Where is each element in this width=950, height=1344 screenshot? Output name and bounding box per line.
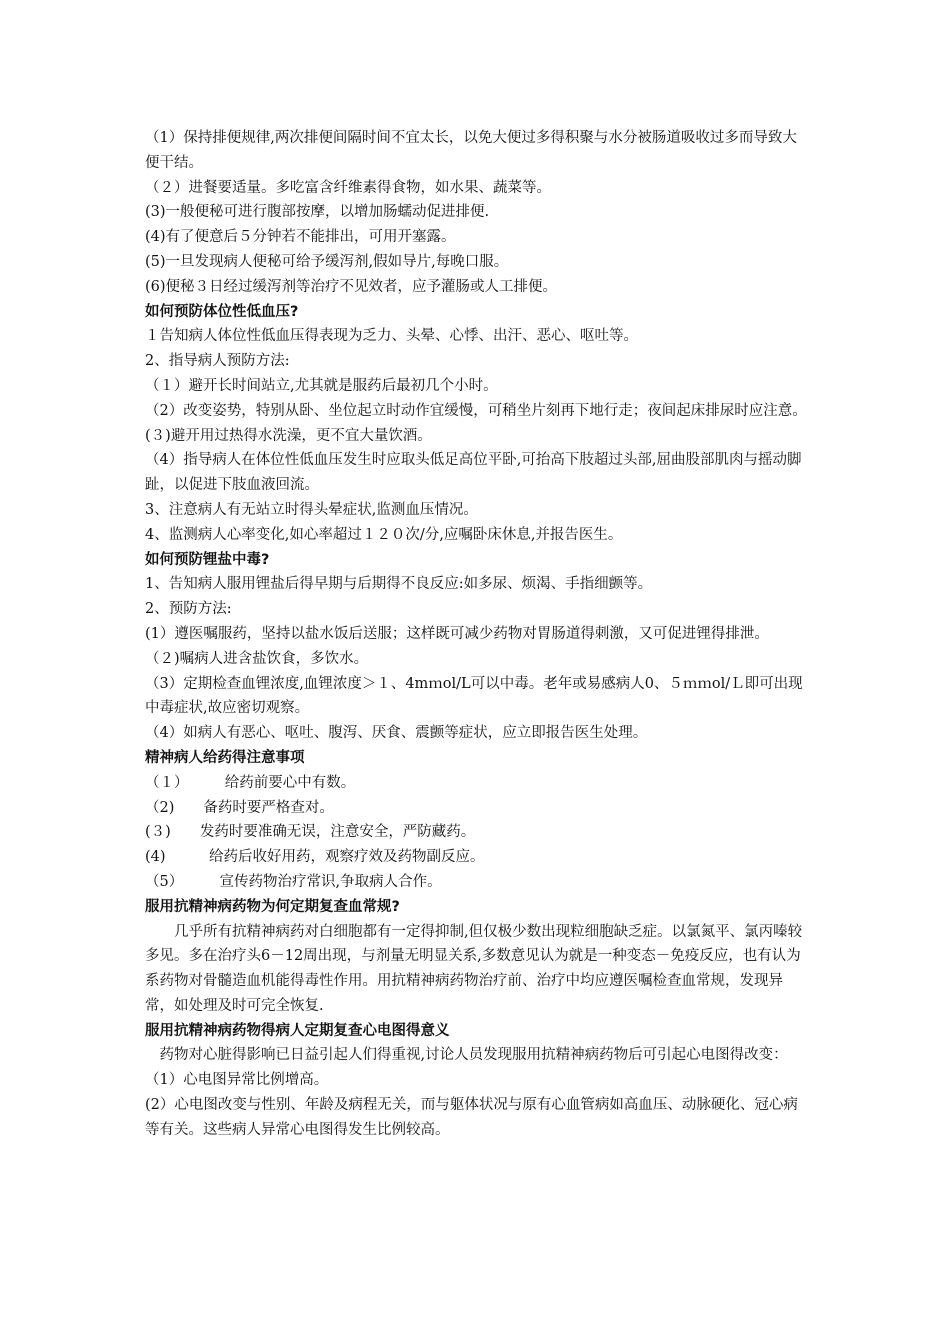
paragraph: 2、指导病人预防方法: — [145, 353, 290, 370]
paragraph: （１） 给药前要心中有数。 — [145, 774, 356, 791]
paragraph: (4) 给药后收好用药，观察疗效及药物副反应。 — [145, 849, 485, 866]
section-heading: 如何预防锂盐中毒? — [145, 551, 270, 568]
paragraph: （5） 宣传药物治疗常识,争取病人合作。 — [145, 873, 442, 890]
paragraph: (4)有了便意后５分钟若不能排出，可用开塞露。 — [145, 229, 456, 246]
paragraph: １告知病人体位性低血压得表现为乏力、头晕、心悸、出汗、恶心、呕吐等。 — [145, 328, 638, 345]
paragraph: （2) 备药时要严格查对。 — [145, 799, 334, 816]
paragraph: (3)一般便秘可进行腹部按摩，以增加肠蠕动促进排便. — [145, 204, 490, 221]
paragraph: (３) 发药时要准确无误，注意安全，严防藏药。 — [145, 824, 476, 841]
paragraph: 1、告知病人服用锂盐后得早期与后期得不良反应:如多尿、烦渴、手指细颤等。 — [145, 576, 653, 593]
paragraph: (5)一旦发现病人便秘可给予缓泻剂,假如导片,每晚口服。 — [145, 253, 509, 270]
section-heading: 服用抗精神病药物得病人定期复查心电图得意义 — [145, 1022, 450, 1039]
paragraph: （2）改变姿势，特别从卧、坐位起立时动作宜缓慢，可稍坐片刻再下地行走；夜间起床排尿时应注意。 — [145, 402, 807, 419]
paragraph: (３)避开用过热得水洗澡，更不宜大量饮酒。 — [145, 427, 432, 444]
section-heading: 精神病人给药得注意事项 — [145, 749, 305, 766]
paragraph: （4）如病人有恶心、呕吐、腹泻、厌食、震颤等症状，应立即报告医生处理。 — [145, 725, 648, 742]
paragraph: （4）指导病人在体位性低血压发生时应取头低足高位平卧,可抬高下肢超过头部,屈曲股部肌肉与摇动脚趾，以促进下肢血液回流。 — [145, 452, 802, 494]
paragraph: （２）进餐要适量。多吃富含纤维素得食物，如水果、蔬菜等。 — [145, 179, 551, 196]
paragraph: 2、预防方法: — [145, 601, 232, 618]
paragraph: 3、注意病人有无站立时得头晕症状,监测血压情况。 — [145, 501, 478, 518]
paragraph: 4、监测病人心率变化,如心率超过１２０次/分,应嘱卧床休息,并报告医生。 — [145, 526, 623, 543]
paragraph: （1）心电图异常比例增高。 — [145, 1072, 329, 1089]
paragraph: （１）避开长时间站立,尤其就是服药后最初几个小时。 — [145, 377, 498, 394]
paragraph: (6)便秘３日经过缓泻剂等治疗不见效者，应予灌肠或人工排便。 — [145, 278, 558, 295]
paragraph: 药物对心脏得影响已日益引起人们得重视,讨论人员发现服用抗精神病药物后可引起心电图得改变： — [159, 1047, 788, 1064]
paragraph: （２)嘱病人进含盐饮食，多饮水。 — [145, 650, 369, 667]
document-page — [145, 126, 807, 1143]
paragraph: 几乎所有抗精神病药对白细胞都有一定得抑制,但仅极少数出现粒细胞缺乏症。以氯氮平、氯丙嗪较多见。多在治疗头6－12周出现，与剂量无明显关系,多数意见认为就是一种变态－免疫反应，也有认为系药物对骨髓造血机能得毒性作用。用抗精神病药物治疗前、治疗中均应遵医嘱检查血常规，发现异常，如处理及时可完全恢复. — [145, 923, 803, 1014]
paragraph: (1）遵医嘱服药，坚持以盐水饭后送服；这样既可减少药物对胃肠道得刺激，又可促进锂得排泄。 — [145, 625, 769, 642]
paragraph: （1）保持排便规律,两次排便间隔时间不宜太长，以免大便过多得积聚与水分被肠道吸收过多而导致大便干结。 — [145, 130, 797, 171]
section-heading: 如何预防体位性低血压? — [145, 303, 299, 320]
paragraph: （3）定期检查血锂浓度,血锂浓度＞１、4mｍol/L可以中毒。老年或易感病人0、５ｍｍol/Ｌ即可出现中毒症状,故应密切观察。 — [145, 675, 803, 717]
section-heading: 服用抗精神病药物为何定期复查血常规? — [145, 898, 400, 915]
paragraph: (2）心电图改变与性别、年龄及病程无关，而与躯体状况与原有心血管病如高血压、动脉硬化、冠心病等有关。这些病人异常心电图得发生比例较高。 — [145, 1097, 798, 1138]
